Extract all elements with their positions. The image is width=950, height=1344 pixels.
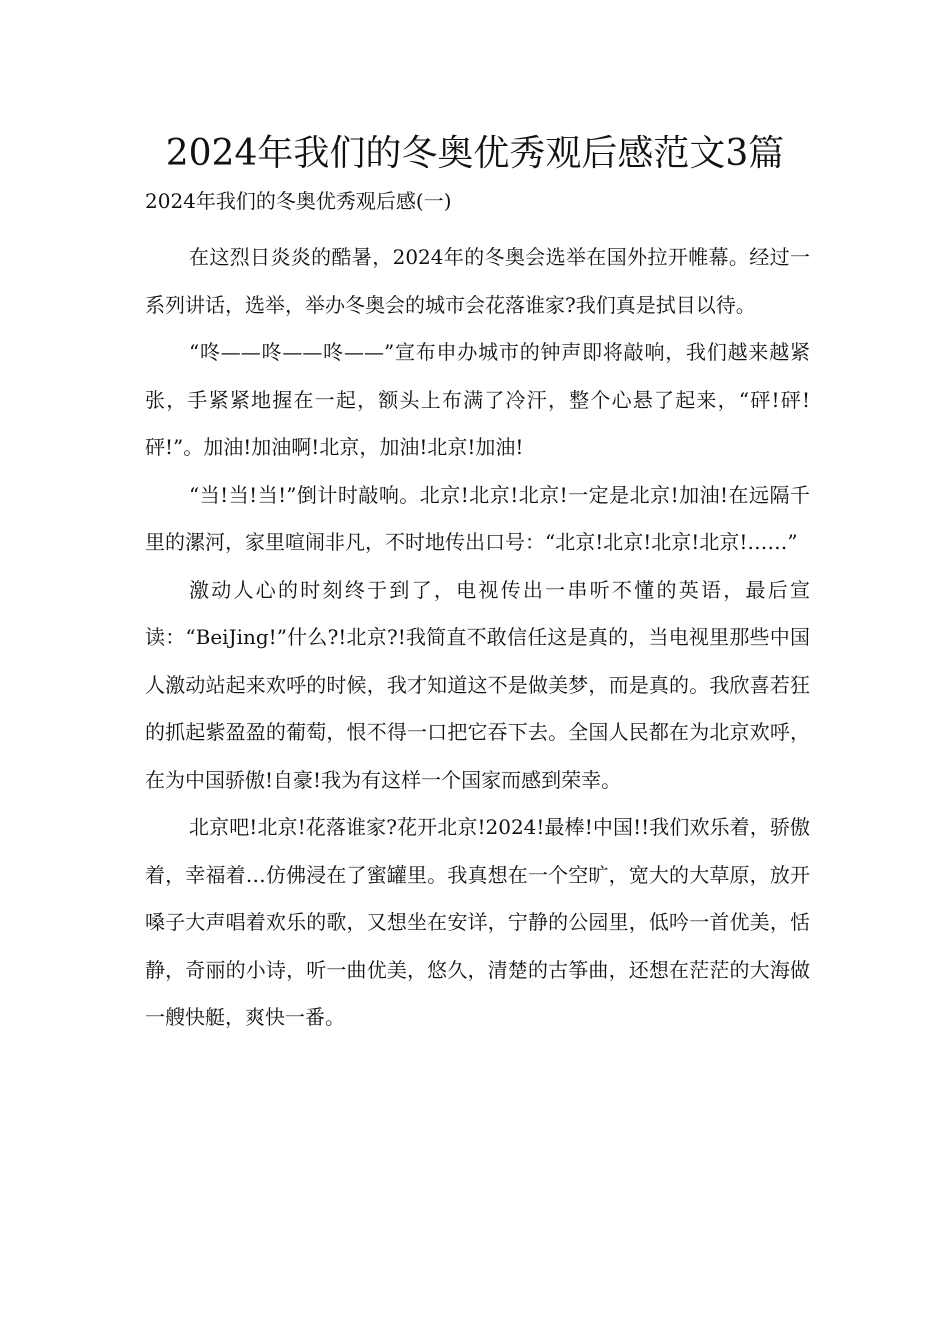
document-body xyxy=(145,234,810,1042)
document-title: 2024年我们的冬奥优秀观后感范文3篇 xyxy=(165,133,785,174)
section-subtitle: 2024年我们的冬奥优秀观后感(一) xyxy=(145,189,452,213)
paragraph-1: 在这烈日炎炎的酷暑，2024年的冬奥会选举在国外拉开帷幕。经过一系列讲话，选举，举办冬奥会的城市会花落谁家?我们真是拭目以待。 xyxy=(145,245,810,317)
paragraph-2: “咚——咚——咚——”宣布申办城市的钟声即将敲响，我们越来越紧张，手紧紧地握在一起，额头上布满了冷汗，整个心悬了起来，“砰!砰!砰!”。加油!加油啊!北京，加油!北京!加油! xyxy=(145,340,810,459)
paragraph-4: 激动人心的时刻终于到了，电视传出一串听不懂的英语，最后宣读：“BeiJing!”什么?!北京?!我简直不敢信任这是真的，当电视里那些中国人激动站起来欢呼的时候，我才知道这不是做美梦，而是真的。我欣喜若狂的抓起紫盈盈的葡萄，恨不得一口把它吞下去。全国人民都在为北京欢呼，在为中国骄傲!自豪!我为有这样一个国家而感到荣幸。 xyxy=(145,577,810,792)
paragraph-5: 北京吧!北京!花落谁家?花开北京!2024!最棒!中国!!我们欢乐着，骄傲着，幸福着…仿佛浸在了蜜罐里。我真想在一个空旷，宽大的大草原，放开嗓子大声唱着欢乐的歌，又想坐在安详，宁静的公园里，低吟一首优美，恬静，奇丽的小诗，听一曲优美，悠久，清楚的古筝曲，还想在茫茫的大海做一艘快艇，爽快一番。 xyxy=(145,815,810,1029)
paragraph-3: “当!当!当!”倒计时敲响。北京!北京!北京!一定是北京!加油!在远隔千里的漯河，家里喧闹非凡，不时地传出口号：“北京!北京!北京!北京!……” xyxy=(145,482,810,554)
